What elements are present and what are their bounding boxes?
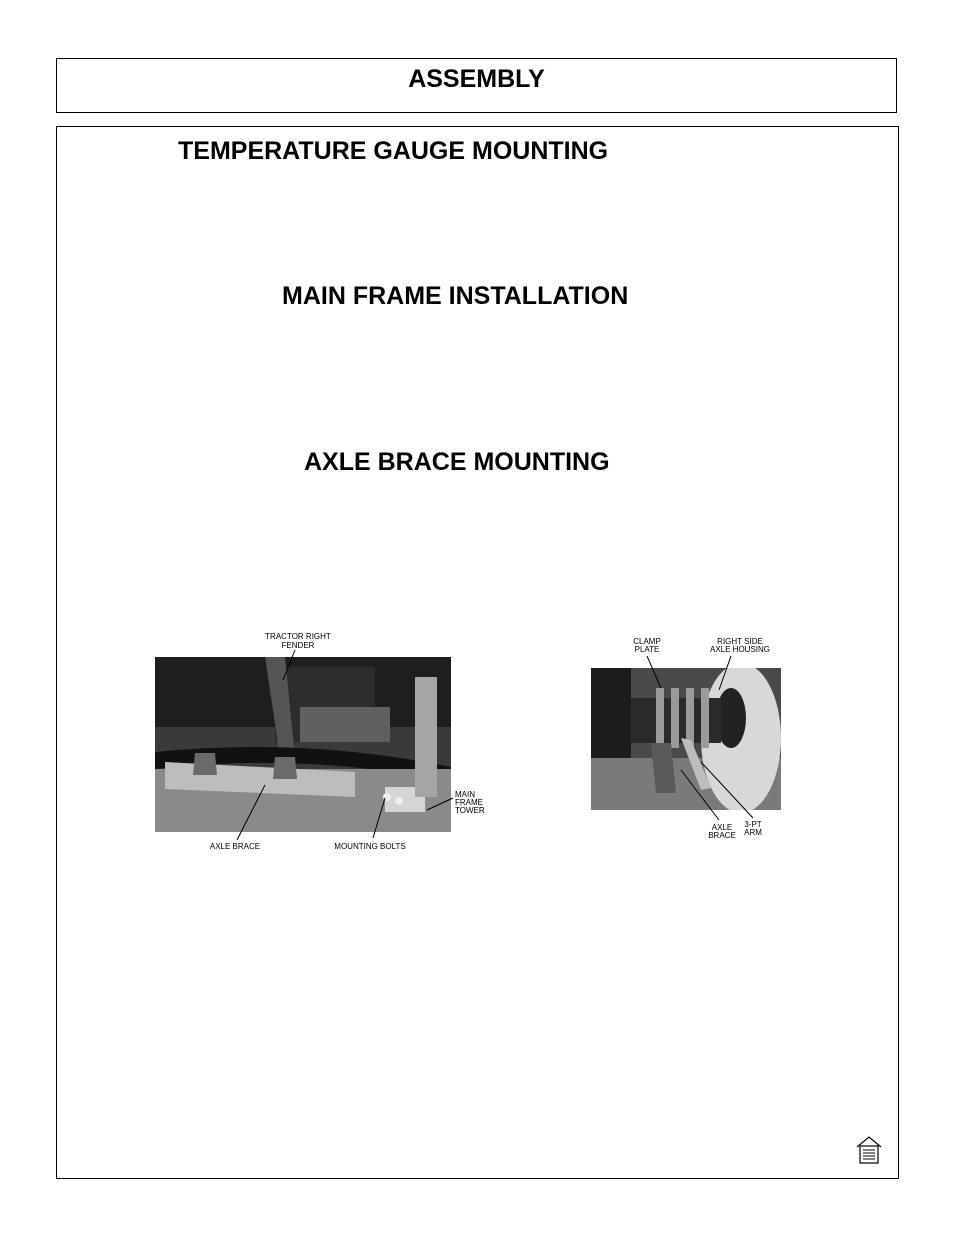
label-mounting-bolts: MOUNTING BOLTS — [334, 842, 406, 851]
label-clamp-line1: CLAMP — [633, 637, 661, 646]
label-housing-line2: AXLE HOUSING — [709, 645, 770, 654]
heading-axle-brace: AXLE BRACE MOUNTING — [304, 448, 610, 476]
label-clamp-line2: PLATE — [634, 645, 660, 654]
leader-lines-right — [591, 630, 791, 840]
label-brace-line2: BRACE — [708, 831, 736, 840]
label-fender-line2: FENDER — [281, 641, 315, 650]
label-arm-line1: 3-PT — [744, 820, 762, 829]
page-title: ASSEMBLY — [408, 65, 545, 93]
label-housing-line1: RIGHT SIDE — [717, 637, 763, 646]
header-box — [56, 58, 897, 113]
label-tower-line2: FRAME — [455, 798, 483, 807]
label-fender-line1: TRACTOR RIGHT — [265, 632, 331, 641]
label-tower-line3: TOWER — [455, 806, 485, 815]
leader-lines-left — [155, 640, 505, 850]
heading-main-frame: MAIN FRAME INSTALLATION — [282, 282, 629, 310]
label-tower-line1: MAIN — [455, 790, 475, 799]
home-document-icon[interactable] — [855, 1135, 883, 1165]
label-brace-line1: AXLE — [711, 823, 733, 832]
heading-temperature-gauge: TEMPERATURE GAUGE MOUNTING — [178, 137, 609, 165]
label-arm-line2: ARM — [744, 828, 762, 837]
label-axle-brace: AXLE BRACE — [209, 842, 261, 851]
